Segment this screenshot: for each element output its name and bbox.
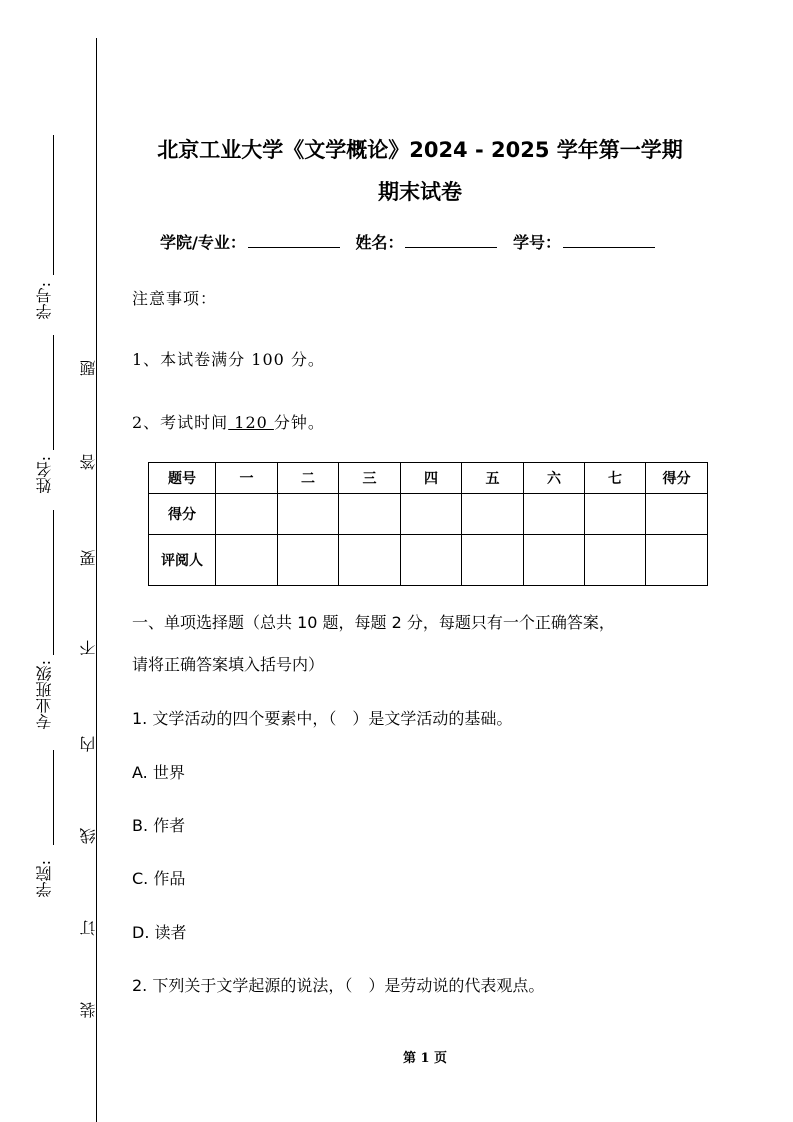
table-row	[149, 494, 708, 535]
note-item-1: 1、本试卷满分 100 分。	[132, 350, 325, 369]
score-cell[interactable]	[278, 494, 339, 535]
grader-cell[interactable]	[339, 535, 401, 586]
seal-char: 题	[79, 360, 98, 376]
grader-cell[interactable]	[646, 535, 708, 586]
notes-heading: 注意事项：	[132, 289, 218, 308]
option-a[interactable]: A. 世界	[132, 763, 185, 782]
row-label: 得分	[149, 494, 216, 535]
note-item-2: 2、考试时间 120 分钟。	[132, 413, 325, 432]
score-cell[interactable]	[585, 494, 646, 535]
row-label: 评阅人	[149, 535, 216, 586]
seal-char: 订	[79, 920, 98, 936]
exam-title: 北京工业大学《文学概论》2024 - 2025 学年第一学期	[157, 138, 683, 162]
table-header-cell: 四	[401, 463, 462, 494]
seal-char: 线	[79, 828, 98, 844]
grader-cell[interactable]	[216, 535, 278, 586]
exam-subtitle: 期末试卷	[378, 180, 462, 204]
seal-char: 要	[79, 550, 98, 566]
name-blank[interactable]	[405, 233, 497, 248]
score-cell[interactable]	[462, 494, 524, 535]
student-info-line	[160, 230, 665, 253]
binding-line	[96, 38, 97, 1122]
table-header-cell: 题号	[149, 463, 216, 494]
table-header-cell: 六	[524, 463, 585, 494]
name-label: 姓名：	[355, 233, 404, 252]
table-header-cell: 得分	[646, 463, 708, 494]
binding-label[interactable]: 学号:	[35, 282, 54, 320]
score-cell[interactable]	[646, 494, 708, 535]
college-blank[interactable]	[248, 233, 340, 248]
option-d[interactable]: D. 读者	[132, 923, 187, 942]
table-header-cell: 二	[278, 463, 339, 494]
score-cell[interactable]	[339, 494, 401, 535]
score-cell[interactable]	[401, 494, 462, 535]
grader-cell[interactable]	[278, 535, 339, 586]
college-label: 学院/专业：	[160, 233, 246, 252]
exam-duration: 120	[228, 413, 274, 432]
section-heading: 一、单项选择题（总共 10 题，每题 2 分，每题只有一个正确答案，	[132, 613, 615, 632]
binding-label[interactable]: 专业班级:	[35, 660, 54, 730]
table-header-cell: 三	[339, 463, 401, 494]
section-heading-cont: 请将正确答案填入括号内）	[132, 655, 325, 674]
score-cell[interactable]	[216, 494, 278, 535]
id-blank[interactable]	[563, 233, 655, 248]
question-stem: 2. 下列关于文学起源的说法，（ ）是劳动说的代表观点。	[132, 976, 545, 995]
score-table	[148, 462, 708, 586]
table-row	[149, 535, 708, 586]
grader-cell[interactable]	[524, 535, 585, 586]
table-header-row	[149, 463, 708, 494]
seal-char: 内	[79, 736, 98, 752]
option-c[interactable]: C. 作品	[132, 869, 186, 888]
binding-label[interactable]: 学院:	[35, 860, 54, 898]
table-header-cell: 五	[462, 463, 524, 494]
option-b[interactable]: B. 作者	[132, 816, 186, 835]
grader-cell[interactable]	[462, 535, 524, 586]
binding-label[interactable]: 姓名:	[35, 456, 54, 494]
seal-char: 答	[79, 454, 98, 470]
seal-char: 装	[79, 1002, 98, 1018]
page-number: 第 1 页	[402, 1051, 448, 1066]
seal-char: 不	[79, 640, 98, 656]
grader-cell[interactable]	[401, 535, 462, 586]
grader-cell[interactable]	[585, 535, 646, 586]
table-header-cell: 七	[585, 463, 646, 494]
table-header-cell: 一	[216, 463, 278, 494]
score-cell[interactable]	[524, 494, 585, 535]
question-stem: 1. 文学活动的四个要素中，（ ）是文学活动的基础。	[132, 709, 513, 728]
id-label: 学号：	[513, 233, 562, 252]
